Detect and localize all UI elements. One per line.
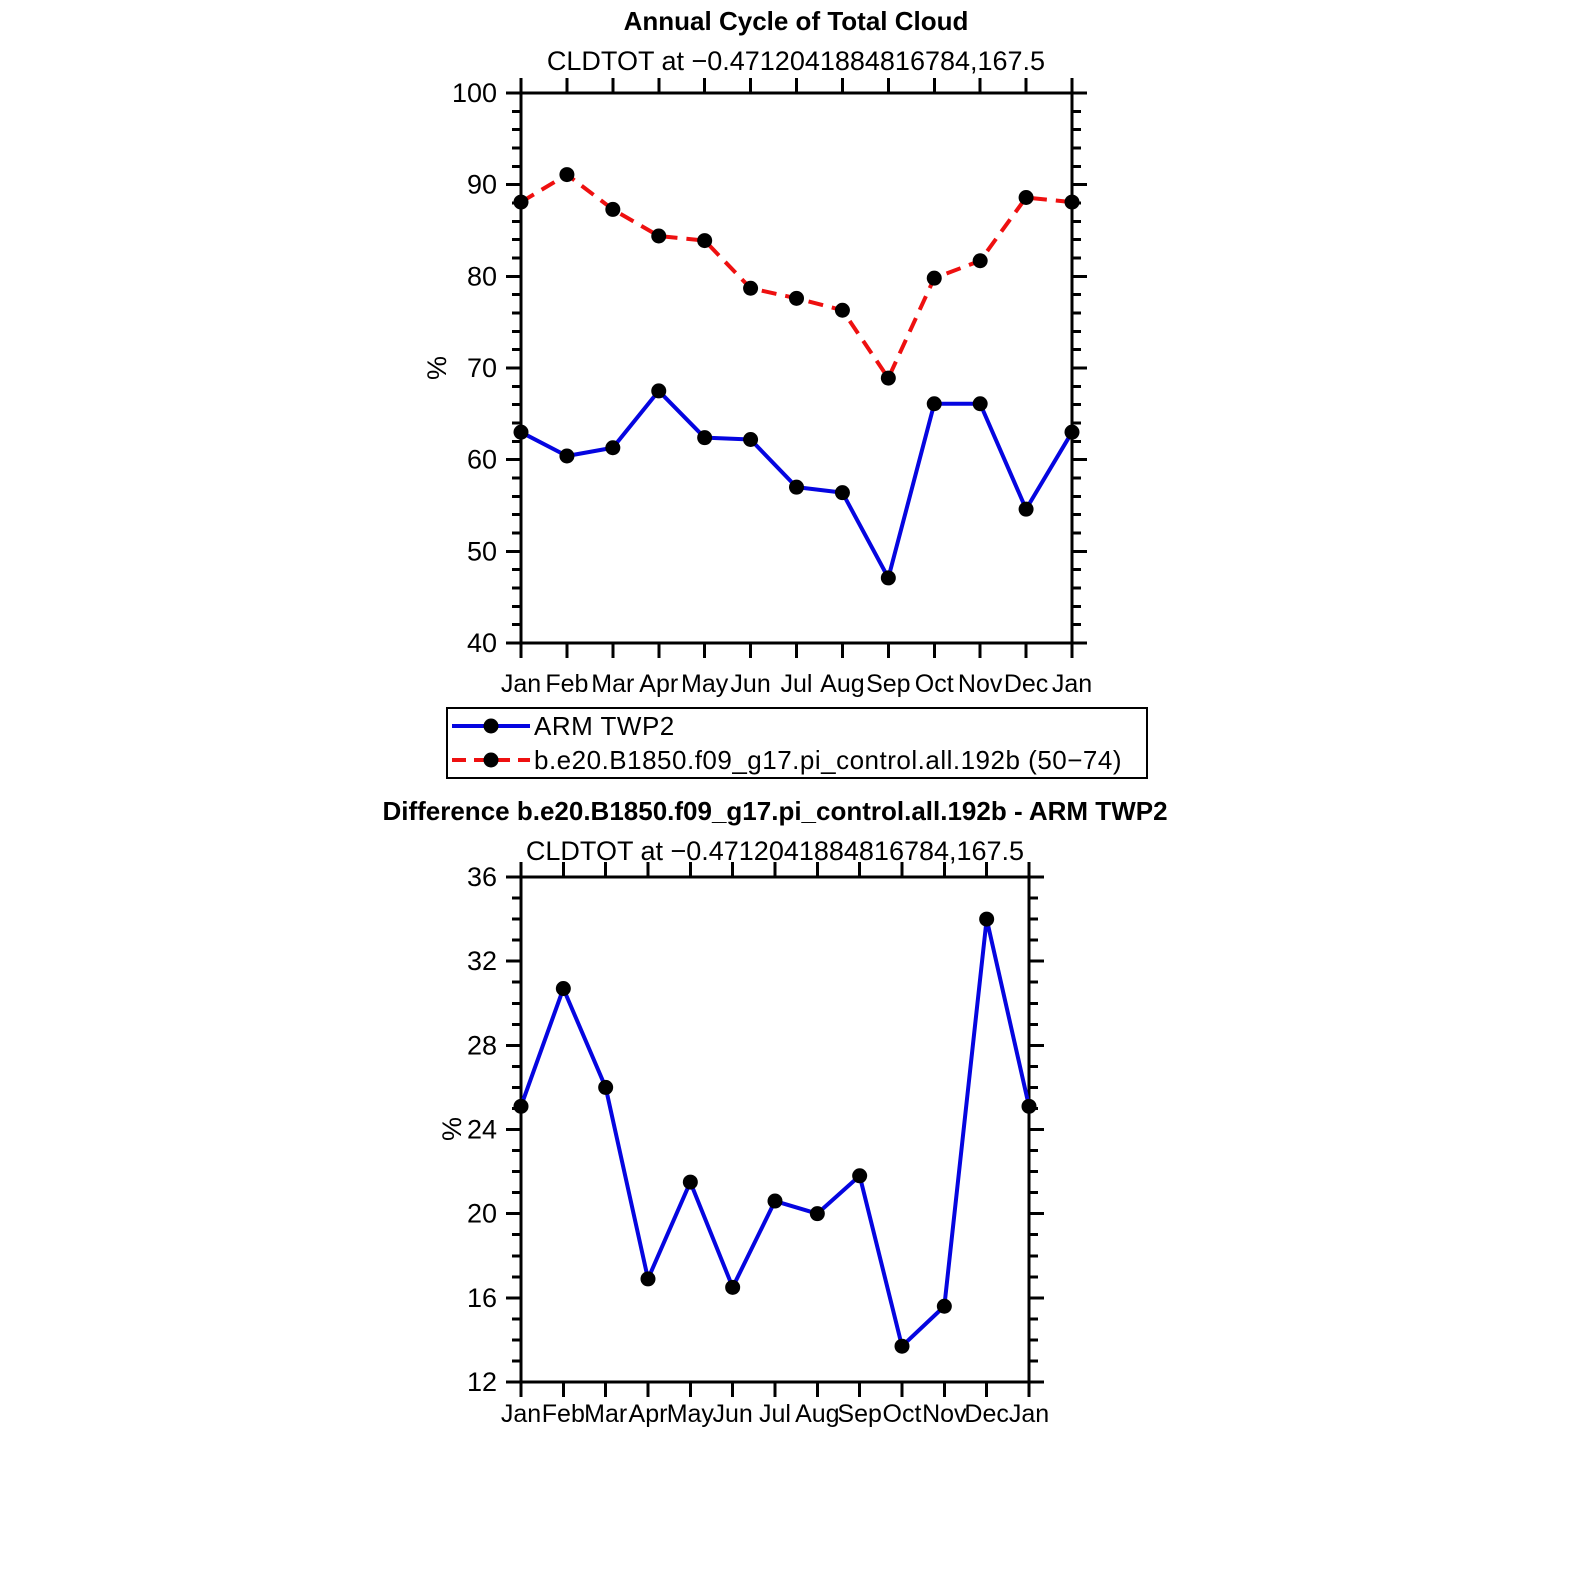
data-point-marker	[514, 195, 529, 210]
data-point-marker	[881, 371, 896, 386]
y-tick-label: 28	[466, 1030, 497, 1061]
x-tick-label: May	[666, 1400, 714, 1428]
y-tick-label: 70	[466, 353, 497, 383]
x-tick-label: Sep	[866, 670, 911, 698]
y-tick-label: 80	[466, 261, 497, 292]
x-tick-label: Aug	[795, 1400, 840, 1428]
y-tick-label: 24	[466, 1114, 497, 1145]
data-point-marker	[979, 912, 994, 927]
x-tick-label: Dec	[964, 1400, 1009, 1428]
x-tick-label: Apr	[628, 1400, 668, 1428]
plot-border	[521, 93, 1072, 643]
x-tick-label: Mar	[591, 670, 635, 698]
legend-marker-dot	[484, 719, 499, 734]
x-tick-label: Jun	[712, 1400, 753, 1428]
data-point-marker	[559, 167, 574, 182]
data-point-marker	[743, 281, 758, 296]
y-tick-label: 20	[466, 1198, 497, 1229]
x-tick-label: Oct	[882, 1400, 922, 1428]
x-tick-label: Oct	[914, 670, 954, 698]
series-line	[521, 919, 1029, 1346]
x-tick-label: Nov	[957, 670, 1003, 698]
data-point-marker	[598, 1080, 613, 1095]
top-chart-title: Annual Cycle of Total Cloud	[623, 6, 969, 36]
data-point-marker	[556, 981, 571, 996]
x-tick-label: Nov	[922, 1400, 967, 1428]
legend-dashed-line-sample	[450, 749, 532, 771]
data-point-marker	[725, 1280, 740, 1295]
data-point-marker	[852, 1168, 867, 1183]
data-point-marker	[559, 449, 574, 464]
data-point-marker	[641, 1271, 656, 1286]
x-tick-label: Jan	[1051, 670, 1093, 698]
x-tick-label: Jun	[730, 670, 771, 698]
y-tick-label: 16	[466, 1282, 497, 1313]
y-tick-label: 100	[451, 78, 497, 108]
x-tick-label: Mar	[584, 1400, 628, 1428]
data-point-marker	[1019, 502, 1034, 517]
y-tick-label: 12	[466, 1367, 497, 1397]
x-tick-label: Jul	[759, 1400, 791, 1428]
data-point-marker	[697, 233, 712, 248]
legend-marker-dot	[484, 753, 499, 768]
bottom-chart-y-axis-label: %	[436, 1117, 467, 1142]
legend-box	[446, 707, 1148, 779]
series-line	[521, 175, 1072, 379]
data-point-marker	[835, 303, 850, 318]
data-point-marker	[1019, 190, 1034, 205]
data-point-marker	[973, 253, 988, 268]
y-tick-label: 50	[466, 536, 497, 567]
y-tick-label: 90	[466, 169, 497, 200]
data-point-marker	[973, 396, 988, 411]
bottom-chart-title: Difference b.e20.B1850.f09_g17.pi_control.all.192b - ARM TWP2	[382, 796, 1168, 826]
x-tick-label: May	[681, 670, 729, 698]
data-point-marker	[605, 440, 620, 455]
data-point-marker	[605, 202, 620, 217]
x-tick-label: Apr	[639, 670, 679, 698]
x-tick-label: Sep	[837, 1400, 882, 1428]
bottom-chart-subtitle: CLDTOT at −0.4712041884816784,167.5	[525, 836, 1025, 866]
data-point-marker	[651, 383, 666, 398]
data-point-marker	[937, 1299, 952, 1314]
data-point-marker	[1022, 1099, 1037, 1114]
data-point-marker	[1065, 425, 1080, 440]
x-tick-label: Jan	[500, 670, 542, 698]
data-point-marker	[514, 425, 529, 440]
data-point-marker	[651, 229, 666, 244]
x-tick-label: Feb	[541, 1400, 585, 1428]
x-tick-label: Feb	[545, 670, 589, 698]
data-point-marker	[697, 430, 712, 445]
top-chart	[452, 78, 1092, 698]
x-tick-label: Jul	[780, 670, 813, 698]
y-tick-label: 36	[466, 862, 497, 892]
y-tick-label: 32	[466, 946, 497, 977]
data-point-marker	[789, 291, 804, 306]
data-point-marker	[895, 1339, 910, 1354]
legend-item-observation	[450, 709, 1146, 743]
data-point-marker	[743, 432, 758, 447]
x-tick-label: Dec	[1003, 670, 1049, 698]
data-point-marker	[768, 1194, 783, 1209]
y-tick-label: 40	[466, 628, 497, 658]
legend-item-model	[450, 743, 1146, 777]
x-tick-label: Jan	[1008, 1400, 1050, 1428]
legend-label-observation: ARM TWP2	[534, 710, 675, 741]
data-point-marker	[514, 1099, 529, 1114]
data-point-marker	[927, 271, 942, 286]
data-point-marker	[1065, 195, 1080, 210]
data-point-marker	[835, 485, 850, 500]
top-chart-y-axis-label: %	[421, 356, 452, 381]
data-point-marker	[927, 396, 942, 411]
data-point-marker	[810, 1206, 825, 1221]
bottom-chart	[467, 862, 1049, 1428]
data-point-marker	[683, 1175, 698, 1190]
legend-solid-line-sample	[450, 715, 532, 737]
legend-label-model: b.e20.B1850.f09_g17.pi_control.all.192b (50−74)	[534, 744, 1122, 775]
data-point-marker	[789, 480, 804, 495]
data-point-marker	[881, 570, 896, 585]
y-tick-label: 60	[466, 444, 497, 475]
x-tick-label: Jan	[500, 1400, 542, 1428]
plot-border	[521, 877, 1029, 1382]
x-tick-label: Aug	[820, 670, 865, 698]
top-chart-subtitle: CLDTOT at −0.4712041884816784,167.5	[546, 46, 1046, 76]
